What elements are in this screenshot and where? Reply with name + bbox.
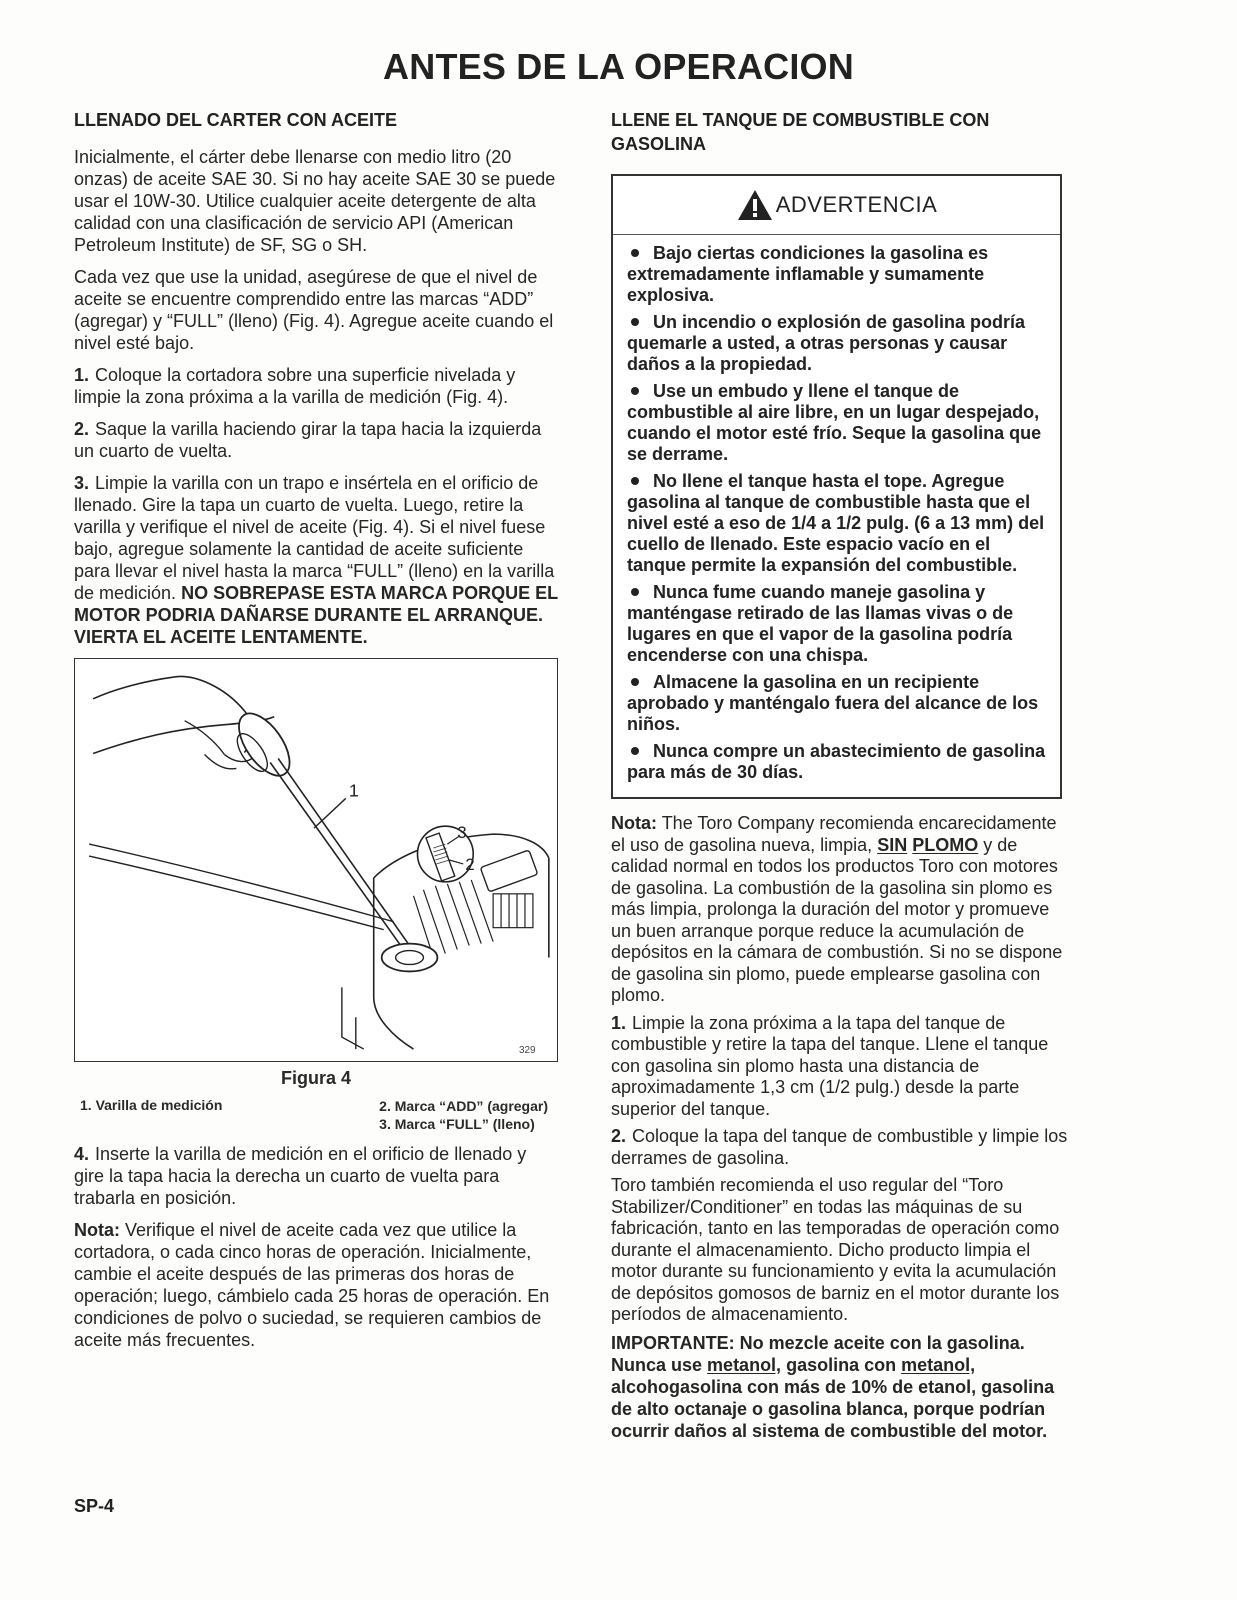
warning-header (613, 176, 1060, 235)
warning-item (627, 312, 1050, 375)
important-text-a: IMPORTANTE: No mezcle aceite con la gasolina. Nunca use (611, 1332, 1025, 1375)
fuel-step-2 (611, 1126, 1074, 1169)
note-plomo: PLOMO (912, 834, 979, 855)
note-text-a: The Toro Company recomienda encarecidamente el uso de gasolina nueva, limpia, (611, 813, 1057, 855)
warning-title: ADVERTENCIA (775, 192, 938, 217)
step-number: 1. (611, 1012, 627, 1033)
warning-item (627, 381, 1050, 465)
page-number: SP-4 (74, 1496, 115, 1516)
bullet-icon (631, 318, 639, 326)
oil-intro-paragraph: Inicialmente, el cárter debe llenarse con medio litro (20 onzas) de aceite SAE 30. Si no hay aceite SAE 30 se puede usar el 10W-30. Utilice cualquier aceite detergente de alta calidad con una clasificación de servicio API (American Petroleum Institute) de SF, SG o SH. (74, 147, 556, 255)
oil-step-1 (74, 364, 558, 408)
warning-item-text: Nunca fume cuando maneje gasolina y manténgase retirado de las llamas vivas o de lugares en que el vapor de la gasolina podría encenderse con una chispa. (627, 582, 1014, 665)
warning-box (611, 174, 1062, 799)
step-number: 1. (74, 365, 90, 385)
figure-legend (74, 1097, 558, 1137)
note-text-b: y de calidad normal en todos los productos Toro con motores de gasolina. La combustión de la gasolina sin plomo es más limpia, prolonga la duración del motor y promueve un buen arranque porque reduce la acumulación de depósitos en la cámara de combustión. Si no se dispone de gasolina sin plomo, puede emplearse gasolina con plomo. (611, 834, 1063, 1005)
warning-item-text: Use un embudo y llene el tanque de combustible al aire libre, en un lugar despejado, cuando el motor esté frío. Seque la gasolina que se derrame. (627, 381, 1042, 464)
step-text: Saque la varilla haciendo girar la tapa hacia la izquierda un cuarto de vuelta. (74, 419, 542, 461)
warning-item-text: Almacene la gasolina en un recipiente aprobado y manténgalo fuera del alcance de los niños. (627, 672, 1039, 734)
warning-item (627, 741, 1050, 783)
step-text: Coloque la cortadora sobre una superficie nivelada y limpie la zona próxima a la varilla de medición (Fig. 4). (74, 365, 516, 407)
note-text: Verifique el nivel de aceite cada vez que utilice la cortadora, o cada cinco horas de operación. Inicialmente, cambie el aceite después de las primeras dos horas de operación; luego, cámbielo cada 25 horas de operación. En condiciones de polvo o suciedad, se requieren cambios de aceite más frecuentes. (74, 1220, 550, 1350)
note-sin: SIN (877, 834, 908, 855)
warning-item (627, 243, 1050, 306)
fuel-step-1 (611, 1013, 1074, 1121)
oil-step-4 (74, 1143, 558, 1209)
warning-item-text: Nunca compre un abastecimiento de gasolina para más de 30 días. (627, 741, 1046, 782)
important-metanol-2: metanol, (901, 1354, 976, 1375)
warning-item (627, 471, 1050, 576)
figure-4-illustration (74, 658, 558, 1062)
legend-item-3: 3. Marca “FULL” (lleno) (379, 1116, 535, 1132)
step-number: 2. (611, 1126, 627, 1146)
important-metanol-1: metanol, (707, 1354, 782, 1375)
bullet-icon (631, 678, 639, 686)
note-label: Nota: (611, 813, 657, 833)
important-text-c: alcohogasolina con más de 10% de etanol, gasolina de alto octanaje o gasolina blanca, porque podrían ocurrir daños al sistema de combustible del motor. (611, 1376, 1055, 1441)
oil-step-3 (74, 472, 558, 648)
svg-text:3: 3 (457, 823, 467, 843)
oil-note (74, 1219, 558, 1351)
step-number: 3. (74, 473, 90, 493)
step-warning-text: NO SOBREPASE ESTA MARCA PORQUE EL MOTOR PODRIA DAÑARSE DURANTE EL ARRANQUE. VIERTA EL ACEITE LENTAMENTE. (74, 583, 558, 647)
important-text-b: gasolina con (786, 1354, 897, 1375)
left-column (74, 108, 558, 1361)
note-label: Nota: (74, 1220, 120, 1240)
bullet-icon (631, 588, 639, 596)
oil-step-2 (74, 418, 558, 462)
warning-item-text: Bajo ciertas condiciones la gasolina es extremadamente inflamable y sumamente explosiva. (627, 243, 989, 305)
step-number: 4. (74, 1144, 90, 1164)
warning-item-text: Un incendio o explosión de gasolina podría quemarle a usted, a otras personas y causar daños a la propiedad. (627, 312, 1026, 374)
bullet-icon (631, 747, 639, 755)
stabilizer-paragraph: Toro también recomienda el uso regular del “Toro Stabilizer/Conditioner” en todas las máquinas de su fabricación, tanto en las temporadas de operación como durante el almacenamiento. Dicho producto limpia el motor durante su funcionamiento y evita la acumulación de depósitos gomosos de barniz en el motor durante los períodos de almacenamiento. (611, 1175, 1060, 1324)
important-notice (611, 1332, 1074, 1442)
step-number: 2. (74, 419, 90, 439)
page-title: ANTES DE LA OPERACION (383, 46, 854, 87)
svg-text:2: 2 (465, 854, 475, 874)
fuel-section-heading: LLENE EL TANQUE DE COMBUSTIBLE CON GASOLINA (611, 110, 990, 154)
fuel-note (611, 813, 1074, 1007)
warning-item-text: No llene el tanque hasta el tope. Agregue gasolina al tanque de combustible hasta que el nivel esté a eso de 1/4 a 1/2 pulg. (6 a 13 mm) del cuello de llenado. Este espacio vacío en el tanque permite la expansión del combustible. (627, 471, 1045, 575)
bullet-icon (631, 477, 639, 485)
step-text: Limpie la zona próxima a la tapa del tanque de combustible y retire la tapa del tanque. Llene el tanque con gasolina sin plomo hasta una distancia de aproximadamente 1,3 cm (1/2 pulg.) desde la parte superior del tanque. (611, 1012, 1049, 1119)
warning-item (627, 582, 1050, 666)
legend-items-2-3 (379, 1097, 548, 1133)
oil-level-paragraph: Cada vez que use la unidad, asegúrese de que el nivel de aceite se encuentre comprendido entre las marcas “ADD” (agregar) y “FULL” (lleno) (Fig. 4). Agregue aceite cuando el nivel esté bajo. (74, 267, 554, 353)
step-text: Limpie la varilla con un trapo e insértela en el orificio de llenado. Gire la tapa un cuarto de vuelta. Luego, retire la varilla y verifique el nivel de aceite (Fig. 4). Si el nivel fuese bajo, agregue solamente la cantidad de aceite suficiente para llevar el nivel hasta la marca “FULL” (lleno) en la varilla de medición. (74, 473, 555, 603)
legend-item-1: 1. Varilla de medición (80, 1097, 223, 1113)
warning-triangle-icon (736, 188, 774, 222)
bullet-icon (631, 387, 639, 395)
figure-caption: Figura 4 (280, 1068, 351, 1088)
step-text: Coloque la tapa del tanque de combustible y limpie los derrames de gasolina. (611, 1126, 1068, 1168)
figure-code: 329 (518, 1045, 536, 1057)
svg-text:1: 1 (348, 780, 359, 801)
bullet-icon (631, 249, 639, 257)
dipstick-illustration (75, 659, 557, 1061)
oil-section-heading: LLENADO DEL CARTER CON ACEITE (74, 110, 398, 130)
step-text: Inserte la varilla de medición en el orificio de llenado y gire la tapa hacia la derecha un cuarto de vuelta para trabarla en posición. (74, 1144, 527, 1208)
warning-item (627, 672, 1050, 735)
legend-item-2: 2. Marca “ADD” (agregar) (379, 1098, 548, 1114)
right-column (611, 108, 1074, 1452)
